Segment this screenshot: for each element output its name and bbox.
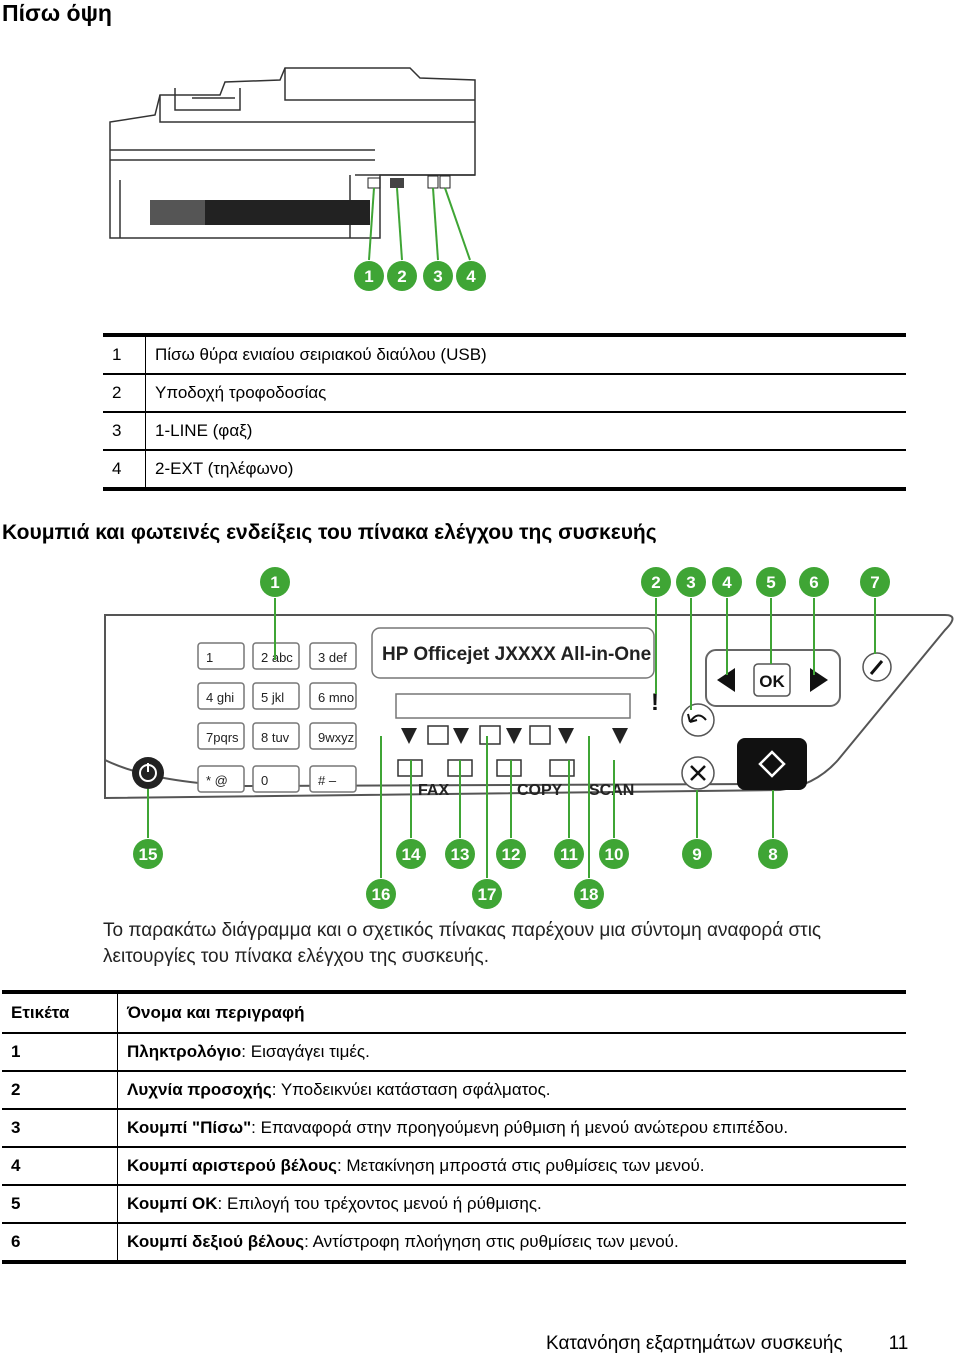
row-desc: : Επιλογή του τρέχοντος μενού ή ρύθμισης.: [217, 1194, 542, 1213]
row-desc: : Εισαγάγει τιμές.: [241, 1042, 370, 1061]
row-label: 6: [2, 1223, 118, 1262]
row-label: 5: [2, 1185, 118, 1223]
row-description: [118, 1033, 907, 1071]
indicator-light: [401, 728, 417, 744]
keypad-key: [310, 723, 356, 749]
port-row: [103, 374, 906, 412]
rear-callout-4-number: 4: [466, 267, 476, 286]
keypad-key-label: * @: [206, 773, 228, 788]
row-desc: : Μετακίνηση μπροστά στις ρυθμίσεις των μενού.: [336, 1156, 705, 1175]
keypad-key-label: # –: [318, 773, 337, 788]
keypad-key: [198, 643, 244, 669]
panel-callout-11: [554, 839, 584, 869]
panel-callout-18-number: 18: [579, 885, 599, 904]
rear-ports-table: [103, 333, 906, 491]
keypad-key-label: 1: [206, 650, 214, 665]
port-description: Πίσω θύρα ενιαίου σειριακού διαύλου (USB): [146, 335, 907, 374]
port-row: [103, 450, 906, 489]
mode-icon: [428, 726, 448, 744]
header-label: Ετικέτα: [2, 992, 118, 1033]
row-name: Κουμπί "Πίσω": [127, 1118, 252, 1137]
keypad-key: [198, 723, 244, 749]
panel-callout-17: [472, 879, 502, 909]
panel-callout-7-number: 7: [870, 573, 880, 592]
panel-callout-3-number: 3: [686, 573, 696, 592]
footer-title: Κατανόηση εξαρτημάτων συσκευής: [546, 1333, 843, 1354]
table-row: [2, 1223, 906, 1262]
keypad-key-label: 2 abc: [261, 650, 293, 665]
header-description: Όνομα και περιγραφή: [118, 992, 907, 1033]
panel-callout-14: [396, 839, 426, 869]
panel-callout-10: [599, 839, 629, 869]
rear-callout-1: [354, 261, 384, 291]
panel-callout-3: [676, 567, 706, 597]
panel-callout-12-number: 12: [501, 845, 521, 864]
keypad-key: [198, 766, 244, 792]
panel-callout-13-number: 13: [450, 845, 470, 864]
row-label: 1: [2, 1033, 118, 1071]
row-description: [118, 1223, 907, 1262]
row-label: 4: [2, 1147, 118, 1185]
heading-rear-view: Πίσω όψη: [2, 0, 112, 26]
panel-callout-6: [799, 567, 829, 597]
panel-callout-16-number: 16: [371, 885, 391, 904]
rear-callout-2: [387, 261, 417, 291]
row-name: Κουμπί δεξιού βέλους: [127, 1232, 305, 1251]
panel-callout-6-number: 6: [809, 573, 819, 592]
heading-control-panel: Κουμπιά και φωτεινές ενδείξεις του πίνακα ελέγχου της συσκευής: [2, 521, 657, 544]
indicator-light: [506, 728, 522, 744]
panel-callout-15-number: 15: [138, 845, 158, 864]
keypad-key-label: 6 mno: [318, 690, 355, 705]
panel-callout-4: [712, 567, 742, 597]
row-desc: : Αντίστροφη πλοήγηση στις ρυθμίσεις των μενού.: [304, 1232, 679, 1251]
panel-callout-2: [641, 567, 671, 597]
rear-callout-3: [423, 261, 453, 291]
row-description: [118, 1147, 907, 1185]
intro-paragraph: Το παρακάτω διάγραμμα και ο σχετικός πίνακας παρέχουν μια σύντομη αναφορά στις λειτουργίες του πίνακα ελέγχου της συσκευής.: [103, 920, 822, 967]
ok-label: OK: [759, 672, 785, 691]
panel-callout-15: [133, 839, 163, 869]
indicator-light: [453, 728, 469, 744]
panel-callout-9-number: 9: [692, 845, 702, 864]
copy-label: COPY: [517, 782, 563, 799]
port-number: 1: [103, 335, 146, 374]
port-row: [103, 335, 906, 374]
page-footer: [546, 1333, 908, 1355]
port-description: 2-EXT (τηλέφωνο): [155, 459, 294, 478]
table-row: [2, 1071, 906, 1109]
panel-callout-10-number: 10: [604, 845, 624, 864]
keypad-key: [198, 683, 244, 709]
port-description: 1-LINE (φαξ): [146, 412, 907, 450]
fax-label: FAX: [418, 782, 450, 799]
keypad-key: [310, 766, 356, 792]
panel-callout-2-number: 2: [651, 573, 661, 592]
row-desc: : Υποδεικνύει κατάσταση σφάλματος.: [271, 1080, 551, 1099]
panel-callout-1-number: 1: [270, 573, 280, 592]
control-panel-table: [2, 990, 906, 1264]
control-panel-illustration: [0, 560, 960, 920]
panel-callout-8-number: 8: [768, 845, 778, 864]
attention-light: !: [651, 689, 659, 716]
scan-label: SCAN: [589, 782, 635, 799]
panel-callout-11-number: 11: [560, 845, 578, 864]
wrench-icon: [863, 653, 891, 681]
panel-callout-14-number: 14: [401, 845, 421, 864]
port-number: 4: [103, 450, 146, 489]
keypad-key: [310, 643, 356, 669]
port-number: 3: [103, 412, 146, 450]
port-row: [103, 412, 906, 450]
panel-callout-13: [445, 839, 475, 869]
panel-callout-5-number: 5: [766, 573, 776, 592]
panel-callout-7: [860, 567, 890, 597]
start-icon: [737, 738, 807, 790]
display-title: HP Officejet JXXXX All-in-One: [382, 644, 652, 665]
port-description: Υποδοχή τροφοδοσίας: [146, 374, 907, 412]
panel-callout-8: [758, 839, 788, 869]
row-description: [118, 1109, 907, 1147]
keypad-key-label: 5 jkl: [261, 690, 285, 705]
panel-callout-4-number: 4: [722, 573, 732, 592]
indicator-light: [612, 728, 628, 744]
row-desc: : Επαναφορά στην προηγούμενη ρύθμιση ή μενού ανώτερου επιπέδου.: [251, 1118, 789, 1137]
keypad-key-label: 9wxyz: [318, 730, 355, 745]
panel-callout-12: [496, 839, 526, 869]
table-row: [2, 1033, 906, 1071]
table-row: [2, 1185, 906, 1223]
rear-callouts: [350, 258, 490, 294]
table-header-row: [2, 992, 906, 1033]
row-label: 2: [2, 1071, 118, 1109]
rear-callout-4: [456, 261, 486, 291]
function-button: [497, 760, 521, 776]
keypad-key-label: 4 ghi: [206, 690, 235, 705]
indicator-light: [558, 728, 574, 744]
rear-callout-3-number: 3: [433, 267, 443, 286]
row-name: Πληκτρολόγιο: [127, 1042, 242, 1061]
row-description: [118, 1185, 907, 1223]
mode-icon: [480, 726, 500, 744]
panel-callout-18: [574, 879, 604, 909]
keypad-key-label: 8 tuv: [261, 730, 290, 745]
panel-callout-5: [756, 567, 786, 597]
rear-callout-2-number: 2: [397, 267, 407, 286]
panel-callout-9: [682, 839, 712, 869]
keypad-key-label: 7pqrs: [206, 730, 239, 745]
keypad-key: [253, 683, 299, 709]
panel-callout-1: [260, 567, 290, 597]
back-icon: [682, 704, 714, 736]
port-number: 2: [103, 374, 146, 412]
panel-callout-17-number: 17: [477, 885, 497, 904]
row-name: Λυχνία προσοχής: [127, 1080, 272, 1099]
table-row: [2, 1147, 906, 1185]
row-name: Κουμπί OK: [127, 1194, 218, 1213]
panel-callout-16: [366, 879, 396, 909]
table-row: [2, 1109, 906, 1147]
row-description: [118, 1071, 907, 1109]
mode-icon: [530, 726, 550, 744]
display-area: [372, 628, 654, 718]
keypad-key: [253, 766, 299, 792]
function-button: [550, 760, 574, 776]
page-number: 11: [888, 1333, 909, 1354]
rear-callout-1-number: 1: [364, 267, 374, 286]
keypad-key-label: 0: [261, 773, 269, 788]
row-name: Κουμπί αριστερού βέλους: [127, 1156, 337, 1175]
row-label: 3: [2, 1109, 118, 1147]
power-icon: [132, 757, 164, 789]
keypad-key-label: 3 def: [318, 650, 347, 665]
keypad-key: [253, 723, 299, 749]
keypad-key: [310, 683, 356, 709]
cancel-icon: [682, 757, 714, 789]
